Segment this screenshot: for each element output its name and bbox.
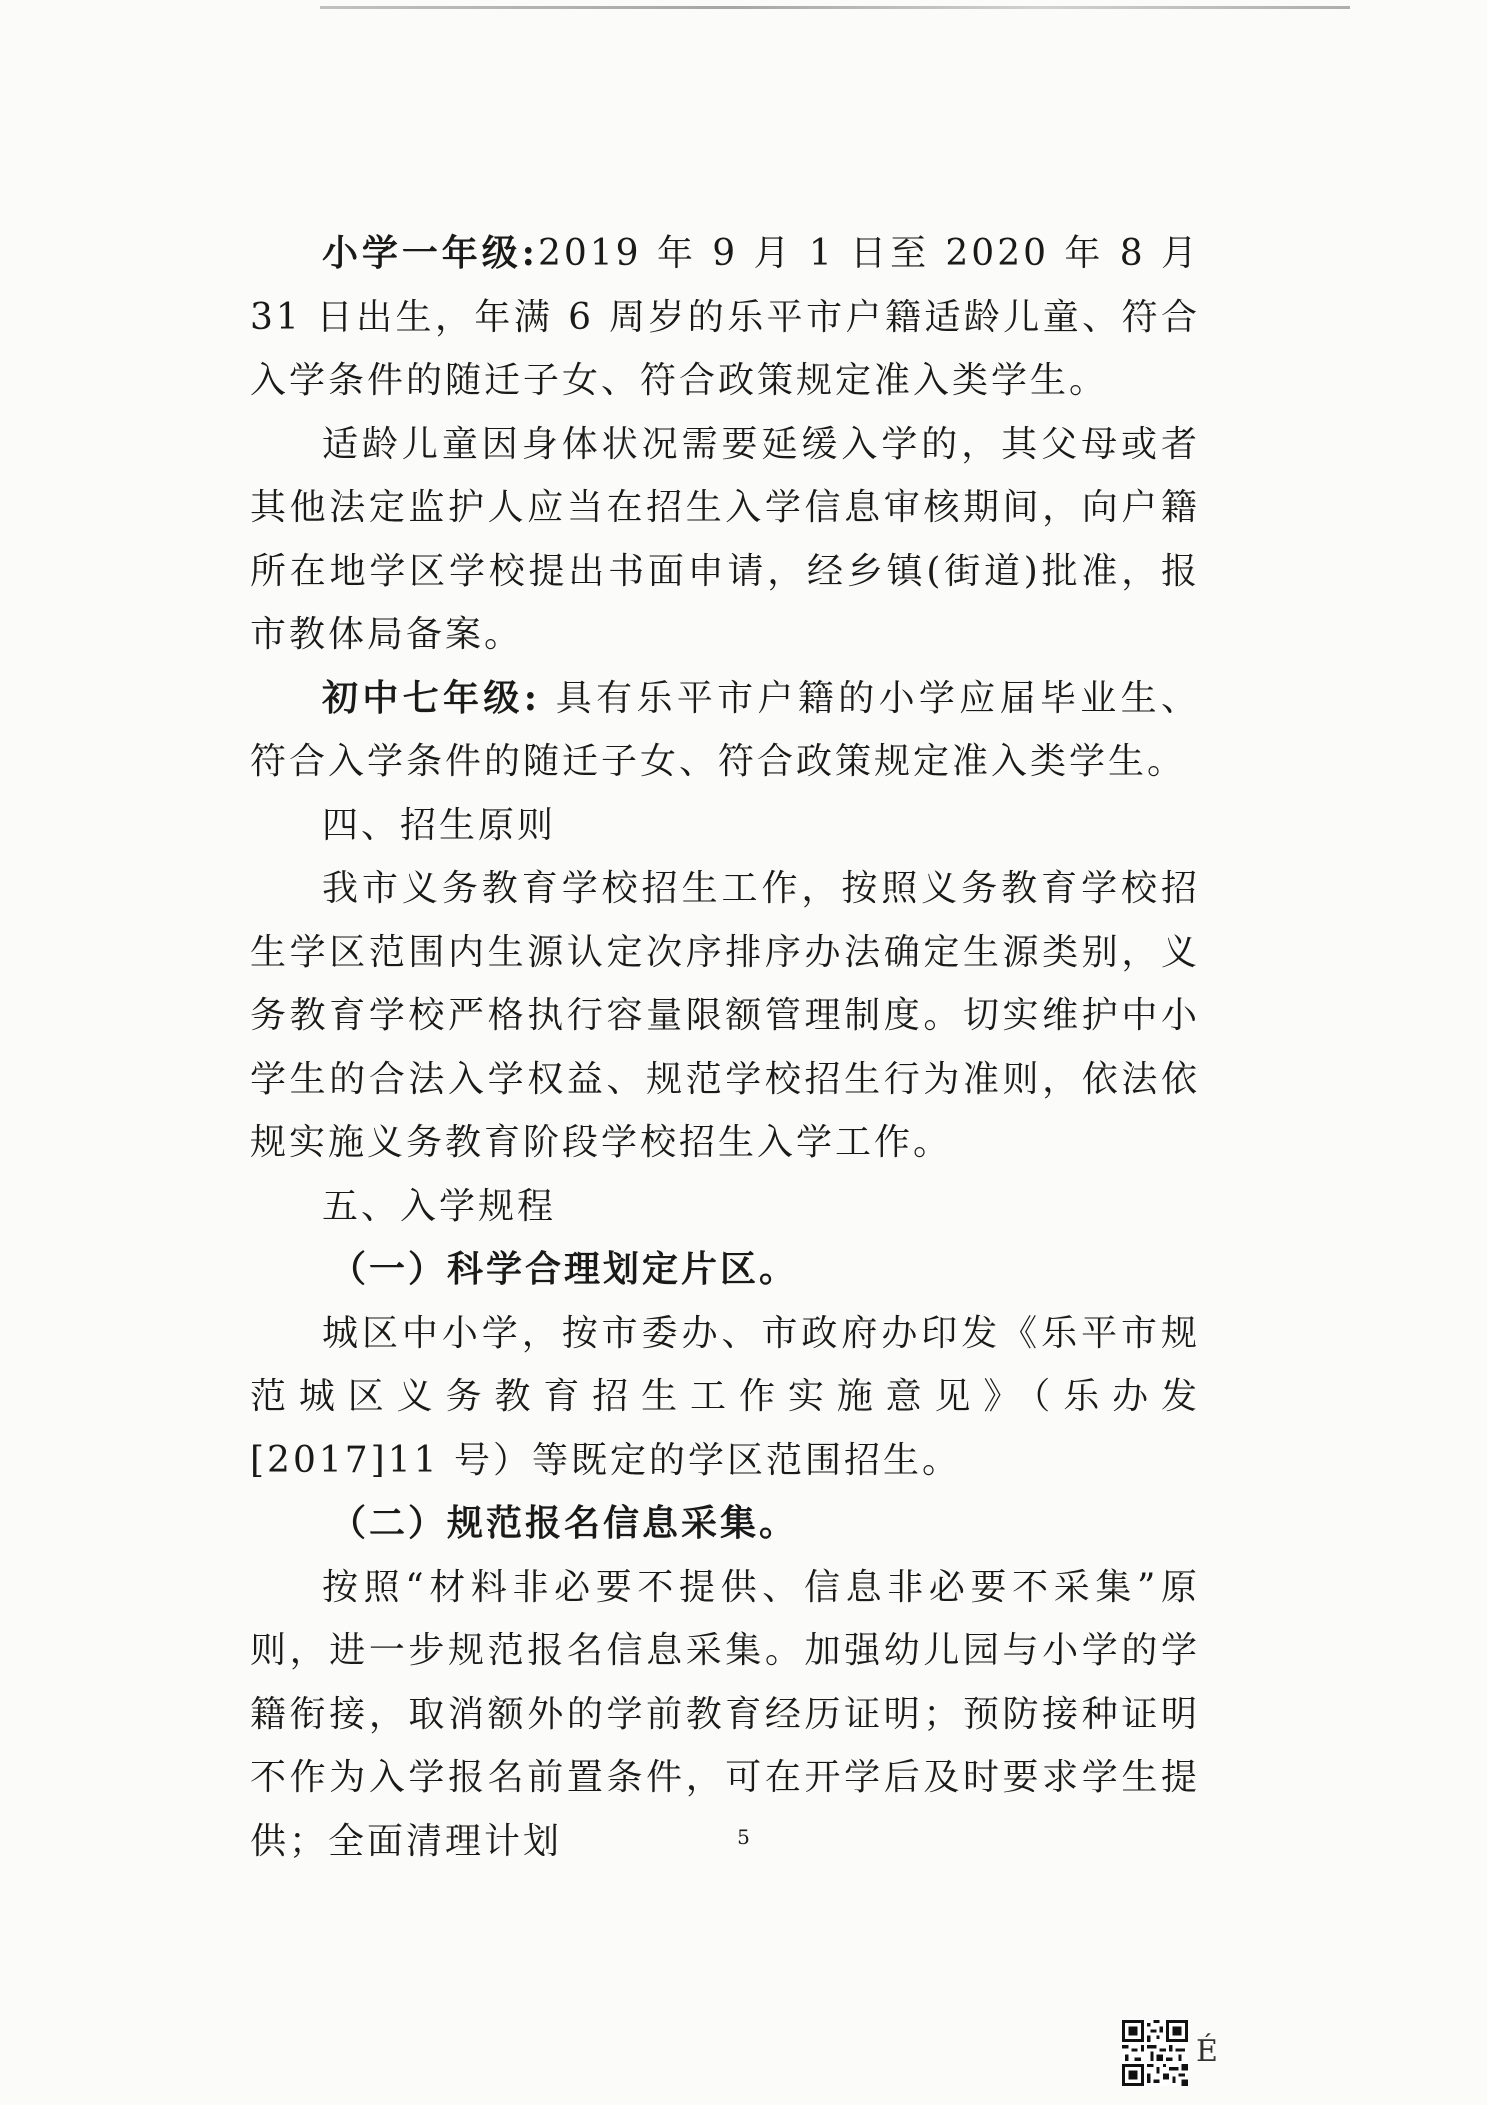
- section4-heading: 四、招生原则: [322, 804, 557, 846]
- paragraph-deferral: [250, 413, 1200, 667]
- paragraph-grade1: [250, 222, 1200, 413]
- top-scan-rule: [320, 6, 1350, 9]
- qr-code-icon: [1122, 2020, 1188, 2086]
- grade7-lead: 初中七年级:: [322, 676, 541, 719]
- page-number: 5: [737, 1825, 750, 1849]
- paragraph-grade7: [250, 667, 1200, 794]
- section5-sub2-body: 按照“材料非必要不提供、信息非必要不采集”原则，进一步规范报名信息采集。加强幼儿园与小学的学籍衔接，取消额外的学前教育经历证明；预防接种证明不作为入学报名前置条件，可在开学后及时要求学生提供；全面清理计划: [250, 1566, 1200, 1862]
- section5-sub2-heading: （二）规范报名信息采集。: [330, 1502, 799, 1544]
- section5-sub1-body: 城区中小学，按市委办、市政府办印发《乐平市规范城区义务教育招生工作实施意见》（乐办发[2017]11 号）等既定的学区范围招生。: [250, 1312, 1200, 1481]
- section5-sub1-heading: （一）科学合理划定片区。: [330, 1248, 799, 1290]
- deferral-text: 适龄儿童因身体状况需要延缓入学的，其父母或者其他法定监护人应当在招生入学信息审核期间，向户籍所在地学区学校提出书面申请，经乡镇(街道)批准，报市教体局备案。: [250, 423, 1200, 655]
- grade1-text: 2019 年 9 月 1 日至 2020 年 8 月 31 日出生，年满 6 周岁的乐平市户籍适龄儿童、符合入学条件的随迁子女、符合政策规定准入类学生。: [250, 233, 1200, 401]
- document-body: [250, 222, 1200, 1873]
- grade1-lead: 小学一年级:: [322, 232, 538, 274]
- grade7-text: 具有乐平市户籍的小学应届毕业生、符合入学条件的随迁子女、符合政策规定准入类学生。: [250, 677, 1200, 782]
- section5-heading: 五、入学规程: [322, 1185, 557, 1227]
- corner-mark: É: [1196, 2034, 1218, 2069]
- section4-body: 我市义务教育学校招生工作，按照义务教育学校招生学区范围内生源认定次序排序办法确定生源类别，义务教育学校严格执行容量限额管理制度。切实维护中小学生的合法入学权益、规范学校招生行为准则，依法依规实施义务教育阶段学校招生入学工作。: [250, 868, 1200, 1163]
